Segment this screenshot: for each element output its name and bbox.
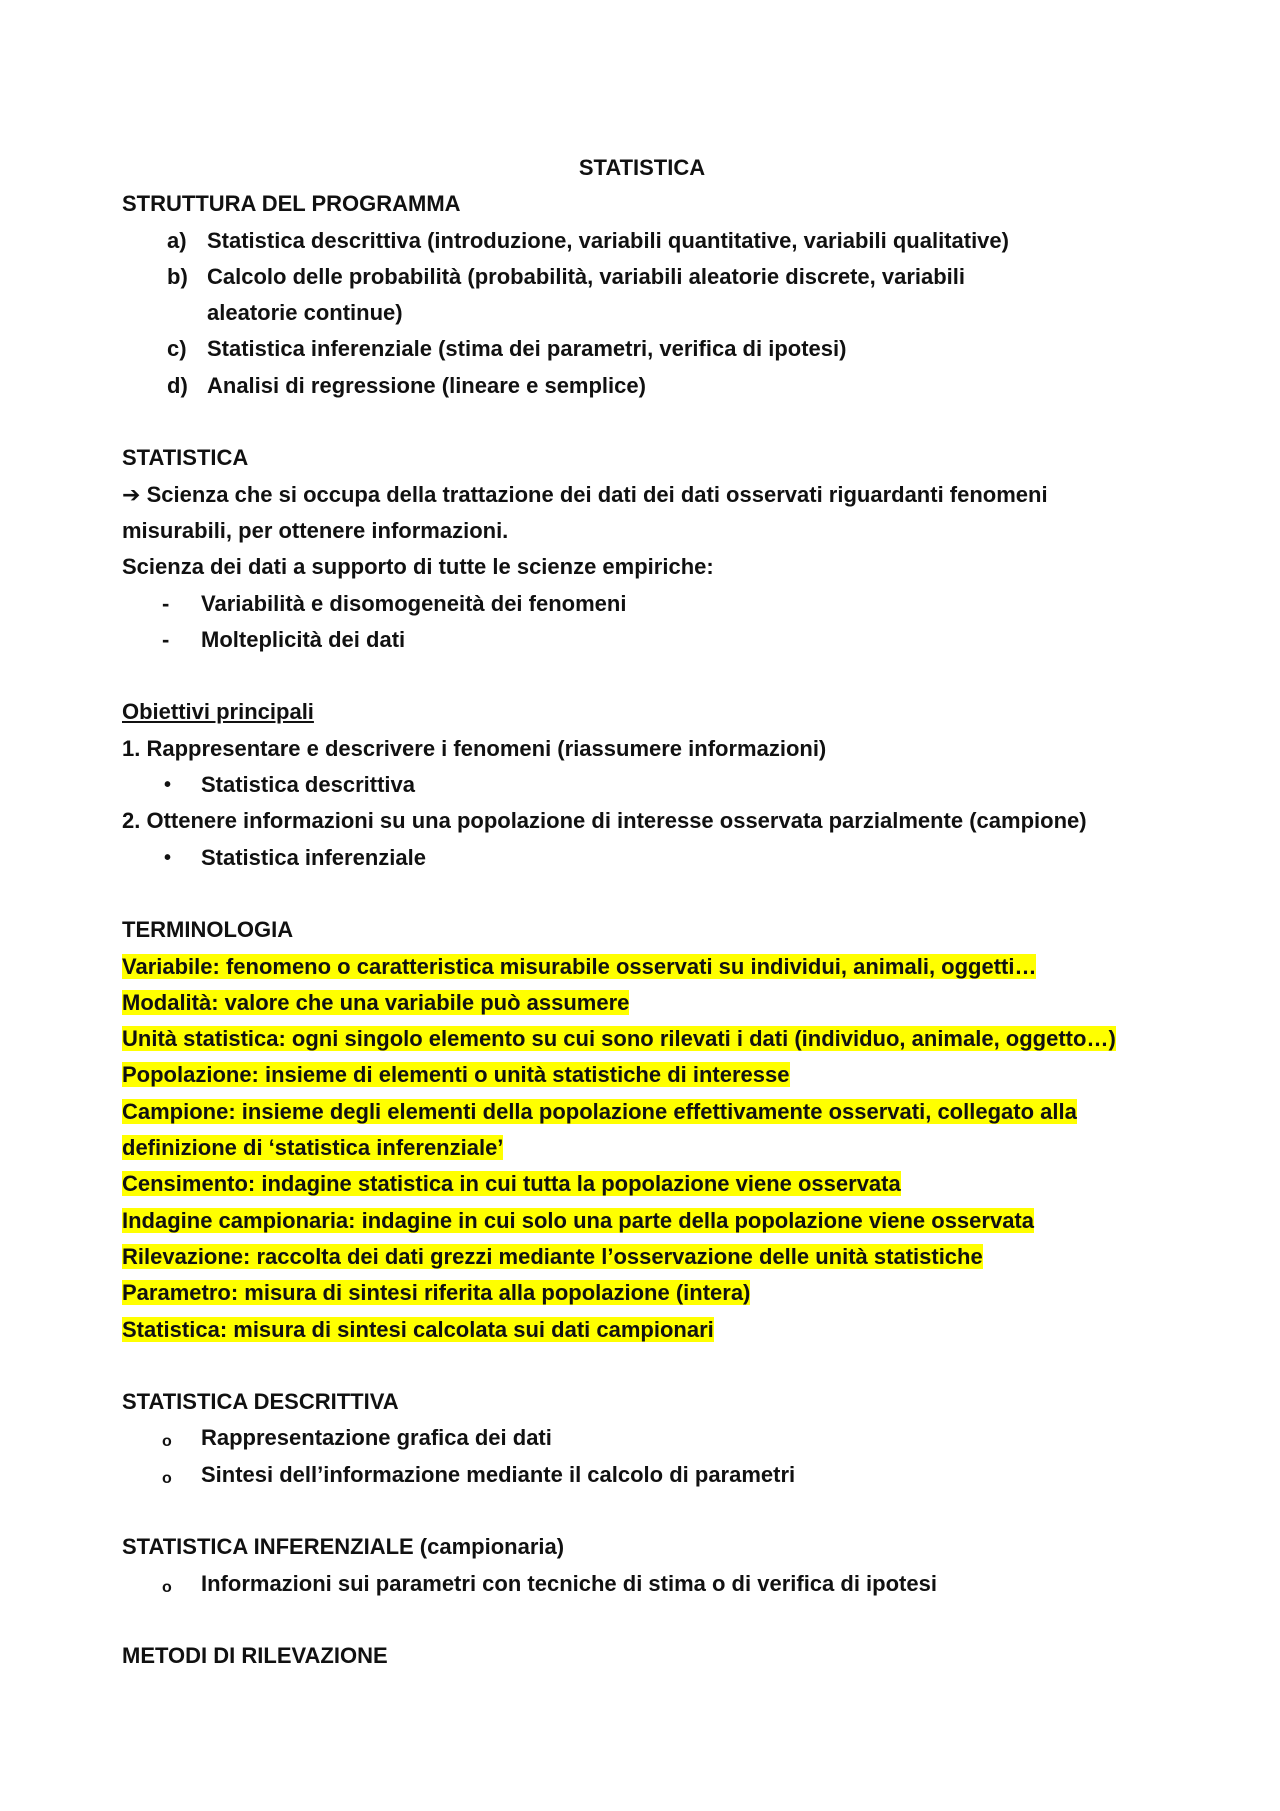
inferenziale-item-1 [122, 1566, 1162, 1602]
term-line [122, 1203, 1162, 1239]
highlighted-text: definizione di ‘statistica inferenziale’ [122, 1135, 504, 1161]
term-line [122, 1130, 1162, 1166]
term-line [122, 1057, 1162, 1093]
highlighted-text: Censimento: indagine statistica in cui tutta la popolazione viene osservata [122, 1171, 901, 1197]
program-item-c [122, 331, 1162, 367]
obiettivi-heading: Obiettivi principali [122, 699, 314, 725]
spacer [122, 876, 1162, 912]
list-item-text: Statistica descrittiva [201, 772, 415, 798]
list-marker: d) [167, 372, 188, 398]
bullet-icon: • [164, 774, 172, 797]
document-title: STATISTICA [578, 155, 706, 180]
statistica-support: Scienza dei dati a supporto di tutte le scienze empiriche: [122, 554, 714, 580]
list-item-text: Rappresentazione grafica dei dati [201, 1425, 552, 1451]
highlighted-text: Modalità: valore che una variabile può assumere [122, 989, 630, 1015]
descrittiva-item-1 [122, 1420, 1162, 1456]
circle-bullet-icon: o [162, 1433, 172, 1451]
circle-bullet-icon: o [162, 1469, 172, 1487]
highlighted-text: Variabile: fenomeno o caratteristica misurabile osservati su individui, animali, oggetti… [122, 953, 1037, 979]
highlighted-text: Rilevazione: raccolta dei dati grezzi mediante l’osservazione delle unità statistiche [122, 1243, 983, 1269]
term-line [122, 1239, 1162, 1275]
term-line [122, 1021, 1162, 1057]
term-line [122, 1166, 1162, 1202]
highlighted-text: Parametro: misura di sintesi riferita alla popolazione (intera) [122, 1280, 751, 1306]
program-item-b [122, 259, 1162, 332]
obiettivi-item-2: 2. Ottenere informazioni su una popolazione di interesse osservata parzialmente (campione) [122, 808, 1087, 834]
list-item-text: Statistica inferenziale [201, 844, 426, 870]
term-line [122, 949, 1162, 985]
dash-marker: - [162, 626, 170, 652]
term-line [122, 1312, 1162, 1348]
spacer [122, 1493, 1162, 1529]
definition-text: Scienza che si occupa della trattazione dei dati dei dati osservati riguardanti fenomeni misurabili, per ottenere informazioni. [122, 481, 1048, 543]
list-item-text: Molteplicità dei dati [201, 626, 406, 652]
terminologia-heading: TERMINOLOGIA [122, 917, 294, 943]
document-page [122, 150, 1162, 1674]
list-item-text: Statistica inferenziale (stima dei parametri, verifica di ipotesi) [207, 336, 847, 362]
list-item-text: Sintesi dell’informazione mediante il calcolo di parametri [201, 1461, 796, 1487]
obiettivi-item-1: 1. Rappresentare e descrivere i fenomeni (riassumere informazioni) [122, 735, 827, 761]
list-item-text: Calcolo delle probabilità (probabilità, variabili aleatorie discrete, variabili aleatorie continue) [207, 263, 966, 326]
inferenziale-heading: STATISTICA INFERENZIALE (campionaria) [122, 1534, 565, 1560]
program-heading: STRUTTURA DEL PROGRAMMA [122, 191, 461, 217]
spacer [122, 404, 1162, 440]
metodi-heading: METODI DI RILEVAZIONE [122, 1643, 388, 1669]
statistica-item-1 [122, 586, 1162, 622]
list-item-text: Analisi di regressione (lineare e semplice) [207, 372, 646, 398]
term-line [122, 1094, 1162, 1130]
bullet-icon: • [164, 846, 172, 869]
descrittiva-heading: STATISTICA DESCRITTIVA [122, 1389, 399, 1415]
term-line [122, 1275, 1162, 1311]
arrow-right-icon: ➔ [122, 481, 141, 507]
highlighted-text: Unità statistica: ogni singolo elemento su cui sono rilevati i dati (individuo, animale, oggetto…) [122, 1026, 1116, 1052]
list-marker: b) [167, 263, 188, 289]
program-item-a [122, 223, 1162, 259]
obiettivi-sub-1 [122, 767, 1162, 803]
program-item-d [122, 368, 1162, 404]
descrittiva-item-2 [122, 1457, 1162, 1493]
list-item-text: Informazioni sui parametri con tecniche di stima o di verifica di ipotesi [201, 1570, 937, 1596]
highlighted-text: Campione: insieme degli elementi della popolazione effettivamente osservati, collegato alla [122, 1098, 1077, 1124]
circle-bullet-icon: o [162, 1578, 172, 1596]
list-item-text: Variabilità e disomogeneità dei fenomeni [201, 590, 627, 616]
statistica-definition [122, 477, 1162, 550]
term-line [122, 985, 1162, 1021]
spacer [122, 1348, 1162, 1384]
spacer [122, 1602, 1162, 1638]
highlighted-text: Popolazione: insieme di elementi o unità statistiche di interesse [122, 1062, 790, 1088]
list-marker: a) [167, 227, 187, 253]
statistica-heading: STATISTICA [122, 445, 249, 471]
spacer [122, 658, 1162, 694]
dash-marker: - [162, 590, 170, 616]
list-item-text: Statistica descrittiva (introduzione, variabili quantitative, variabili qualitative) [207, 227, 1009, 253]
highlighted-text: Statistica: misura di sintesi calcolata sui dati campionari [122, 1316, 714, 1342]
obiettivi-sub-2 [122, 840, 1162, 876]
highlighted-text: Indagine campionaria: indagine in cui solo una parte della popolazione viene osservata [122, 1207, 1034, 1233]
statistica-item-2 [122, 622, 1162, 658]
list-marker: c) [167, 336, 187, 362]
